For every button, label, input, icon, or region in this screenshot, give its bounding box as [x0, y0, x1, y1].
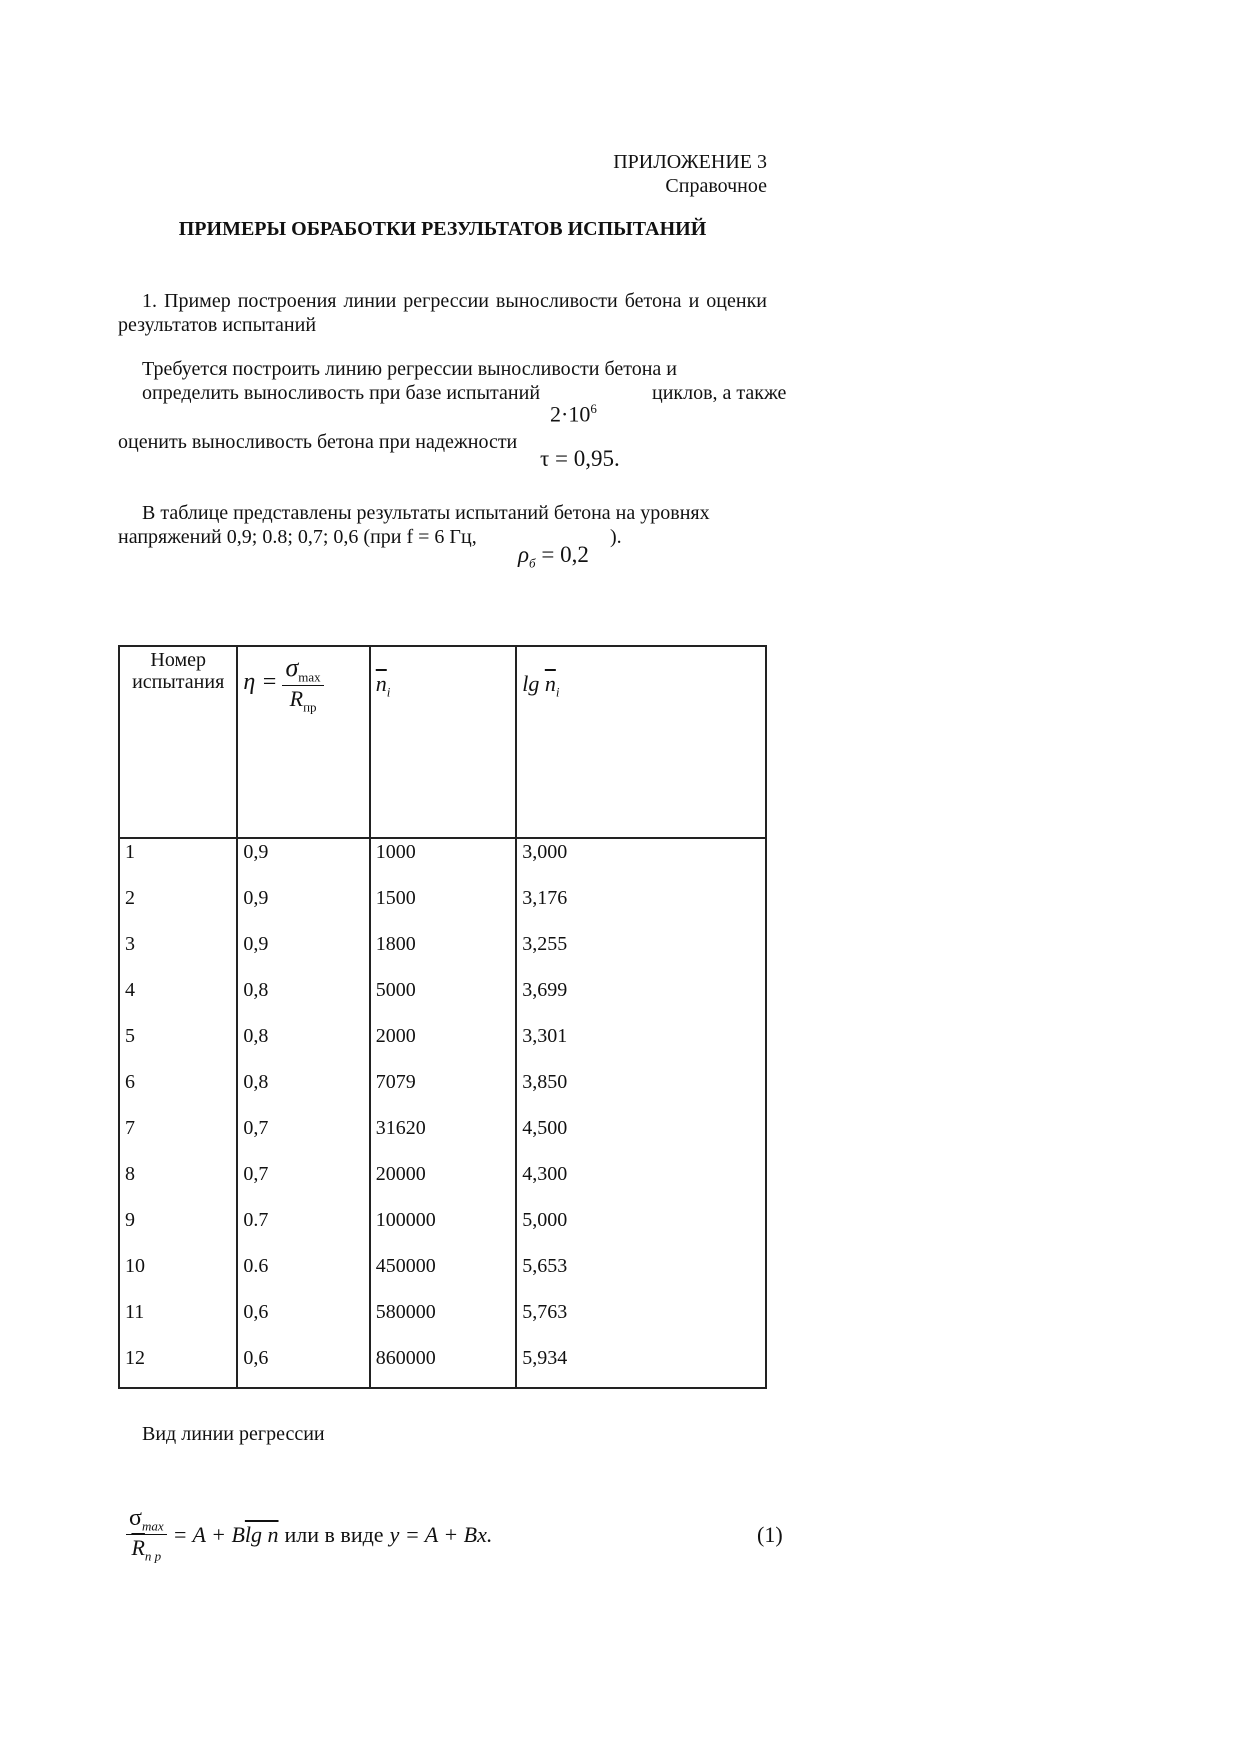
cell-n: 2000 [370, 1023, 516, 1069]
cell-eta: 0,7 [237, 1161, 369, 1207]
cell-eta: 0,8 [237, 1023, 369, 1069]
cell-n: 1500 [370, 885, 516, 931]
table-row [119, 1253, 766, 1299]
reference-label: Справочное [665, 175, 767, 197]
regression-rhs-b: y = A + Bx. [389, 1521, 493, 1547]
section-heading: 1. Пример построения линии регрессии выносливости бетона и оценки результатов испытаний [118, 290, 767, 336]
cell-n: 860000 [370, 1345, 516, 1388]
cell-eta: 0.7 [237, 1207, 369, 1253]
cell-lg-n: 5,653 [516, 1253, 766, 1299]
lg-n-subscript: i [555, 684, 560, 700]
table-row [119, 1299, 766, 1345]
cell-n: 1000 [370, 838, 516, 885]
results-table [118, 645, 767, 1389]
cell-lg-n: 5,763 [516, 1299, 766, 1345]
n-symbol: $\overline{n}$ [375, 671, 387, 696]
equation-number: (1) [757, 1522, 783, 1547]
header-eta [237, 646, 369, 838]
cell-n: 100000 [370, 1207, 516, 1253]
cell-test-number: 12 [119, 1345, 237, 1388]
rho-symbol: ρ [518, 542, 530, 567]
table-row [119, 1207, 766, 1253]
regression-r: $\overline{R}$ [131, 1535, 145, 1561]
cell-test-number: 10 [119, 1253, 237, 1299]
cell-eta: 0,9 [237, 885, 369, 931]
cell-n: 580000 [370, 1299, 516, 1345]
table-row [119, 1161, 766, 1207]
header-lg-n [516, 646, 766, 838]
table-row [119, 1023, 766, 1069]
cell-eta: 0,7 [237, 1115, 369, 1161]
cell-lg-n: 3,301 [516, 1023, 766, 1069]
cell-test-number: 6 [119, 1069, 237, 1115]
rho-value: = 0,2 [535, 542, 589, 567]
eta-fraction [282, 653, 323, 716]
cell-lg-n: 3,850 [516, 1069, 766, 1115]
rho-subscript: б [529, 555, 536, 571]
lg-n-symbol: $\overline{n}$ [544, 671, 556, 696]
regression-rhs-a: = A + B [172, 1521, 245, 1547]
table-intro-close: ). [610, 526, 622, 548]
table-row [119, 931, 766, 977]
cell-test-number: 8 [119, 1161, 237, 1207]
table-row [119, 885, 766, 931]
table-row [119, 838, 766, 885]
cell-lg-n: 4,500 [516, 1115, 766, 1161]
table-row [119, 1345, 766, 1388]
table-row [119, 1115, 766, 1161]
lg-label: lg [522, 671, 540, 696]
cell-test-number: 4 [119, 977, 237, 1023]
sigma-subscript: max [298, 669, 321, 685]
table-intro-text: В таблице представлены результаты испытаний бетона на уровнях напряжений 0,9; 0.8; 0,7; 0,6 (при f = 6 Гц, [118, 502, 710, 548]
cell-test-number: 1 [119, 838, 237, 885]
cell-n: 5000 [370, 977, 516, 1023]
appendix-label: ПРИЛОЖЕНИЕ 3 [613, 151, 767, 173]
regression-formula [126, 1505, 492, 1565]
base-exponent: 6 [590, 401, 597, 416]
regression-sigma: σ [129, 1505, 142, 1531]
cell-test-number: 5 [119, 1023, 237, 1069]
cell-eta: 0,8 [237, 1069, 369, 1115]
cell-eta: 0,8 [237, 977, 369, 1023]
cell-test-number: 3 [119, 931, 237, 977]
header-test-number: Номер испытания [119, 646, 237, 838]
eta-symbol: η = [243, 668, 278, 695]
r-subscript: пр [303, 699, 317, 715]
appendix-header [560, 150, 767, 198]
header-n [370, 646, 516, 838]
regression-text: или в виде [284, 1521, 384, 1547]
cell-lg-n: 3,000 [516, 838, 766, 885]
cell-n: 450000 [370, 1253, 516, 1299]
reliability-text: оценить выносливость бетона при надежности [118, 431, 518, 453]
cell-eta: 0.6 [237, 1253, 369, 1299]
cell-test-number: 11 [119, 1299, 237, 1345]
r-symbol: R [289, 686, 304, 712]
cell-test-number: 7 [119, 1115, 237, 1161]
requirement-text: Требуется построить линию регрессии выносливости бетона и определить выносливость при базе испытаний [142, 358, 678, 404]
regression-fraction [126, 1505, 167, 1565]
sigma-symbol: σ [285, 653, 299, 682]
requirement-line-end: циклов, а также [652, 382, 787, 404]
cell-eta: 0,6 [237, 1299, 369, 1345]
cell-lg-n: 3,699 [516, 977, 766, 1023]
cell-n: 1800 [370, 931, 516, 977]
cell-n: 31620 [370, 1115, 516, 1161]
cell-lg-n: 3,176 [516, 885, 766, 931]
tau-formula: τ = 0,95. [540, 446, 620, 471]
cell-n: 20000 [370, 1161, 516, 1207]
regression-r-subscript: n p [144, 1548, 162, 1564]
cell-eta: 0,6 [237, 1345, 369, 1388]
cell-lg-n: 3,255 [516, 931, 766, 977]
page-title: ПРИМЕРЫ ОБРАБОТКИ РЕЗУЛЬТАТОВ ИСПЫТАНИЙ [178, 218, 707, 240]
regression-sigma-subscript: max [141, 1518, 164, 1534]
cell-eta: 0,9 [237, 838, 369, 885]
cell-lg-n: 4,300 [516, 1161, 766, 1207]
rho-formula [518, 542, 589, 572]
base-value: 2·10 [550, 401, 591, 427]
cell-lg-n: 5,000 [516, 1207, 766, 1253]
cell-test-number: 2 [119, 885, 237, 931]
regression-lg-n: lg n [244, 1521, 279, 1547]
table-intro-paragraph [118, 501, 767, 549]
table-row [119, 1069, 766, 1115]
base-formula [550, 401, 597, 427]
cell-lg-n: 5,934 [516, 1345, 766, 1388]
table-header-row [119, 646, 766, 838]
cell-test-number: 9 [119, 1207, 237, 1253]
table-row [119, 977, 766, 1023]
cell-eta: 0,9 [237, 931, 369, 977]
cell-n: 7079 [370, 1069, 516, 1115]
n-subscript: i [386, 684, 391, 700]
regression-label: Вид линии регрессии [142, 1423, 325, 1445]
